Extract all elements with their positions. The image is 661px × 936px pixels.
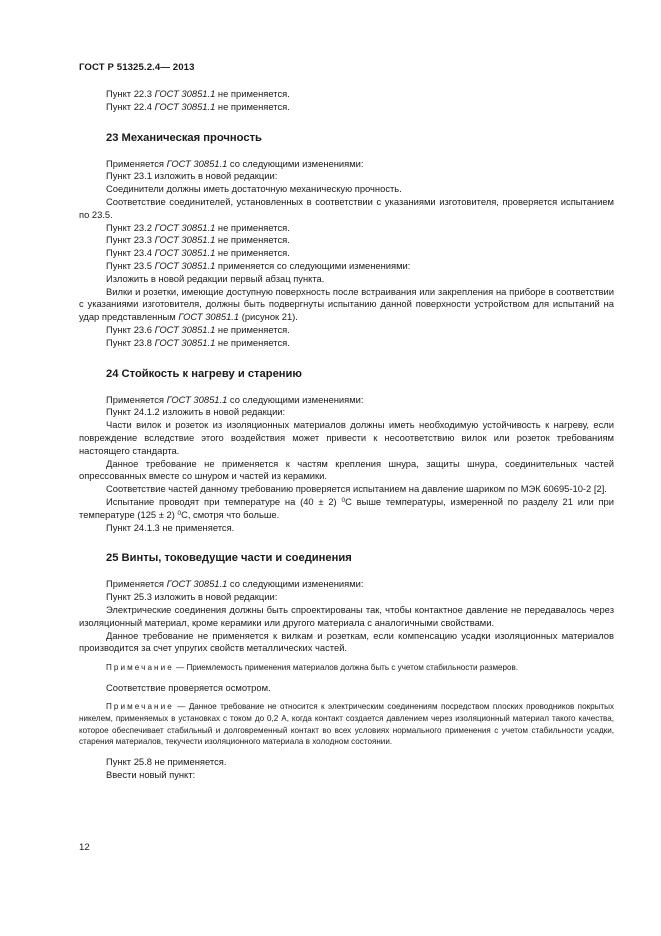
paragraph: Пункт 25.8 не применяется. — [106, 755, 227, 767]
clause-23-8: Пункт 23.8 ГОСТ 30851.1 не применяется. — [106, 336, 290, 348]
section-24-heading: 24 Стойкость к нагреву и старению — [106, 367, 302, 380]
standard-ref: ГОСТ 30851.1 — [154, 234, 216, 246]
standard-ref: ГОСТ 30851.1 — [154, 323, 216, 335]
section-23-heading: 23 Механическая прочность — [106, 131, 262, 144]
paragraph: Соединители должны иметь достаточную механическую прочность. — [106, 183, 402, 195]
standard-ref: ГОСТ 30851.1 — [166, 157, 228, 169]
standard-ref: ГОСТ 30851.1 — [154, 88, 216, 99]
note-2: Примечание — Данное требование не относится к электрическим соединениям посредством плоских проводников покрытых никелем, применяемых в установках с током до 0,2 А, когда контакт создается давлением через изоляционный материал такого качества, которое обеспечивает стабильный и долговременный контакт во всех условиях нормального применения с учетом стабильности усадки, старения материалов, текучести изоляционного материала в холодном состоянии. — [79, 702, 614, 747]
degree-mark: 0 — [341, 496, 346, 504]
paragraph: Изложить в новой редакции первый абзац пункта. — [106, 272, 325, 284]
paragraph: Пункт 23.1 изложить в новой редакции: — [106, 170, 278, 182]
clause-23-4: Пункт 23.4 ГОСТ 30851.1 не применяется. — [106, 247, 290, 259]
clause-22-4: Пункт 22.4 ГОСТ 30851.1 не применяется. — [106, 100, 290, 112]
paragraph: Пункт 24.1.2 изложить в новой редакции: — [106, 406, 286, 418]
paragraph: Соответствие частей данному требованию проверяется испытанием на давление шариком по МЭК 60695-10-2 [2]. — [106, 483, 607, 495]
standard-ref: ГОСТ 30851.1 — [154, 221, 216, 233]
standard-ref: ГОСТ 30851.1 — [154, 336, 216, 348]
page-number: 12 — [79, 842, 90, 853]
paragraph: Пункт 24.1.3 не применяется. — [106, 521, 235, 533]
paragraph: Применяется ГОСТ 30851.1 со следующими изменениями: — [106, 578, 364, 590]
note-1: Примечание — Приемлемость применения материалов должна быть с учетом стабильности размеров. — [106, 663, 519, 673]
paragraph: Данное требование не применяется к вилкам и розеткам, если компенсацию усадки изоляционных материалов производится за счет упругих свойств металлических частей. — [79, 629, 614, 654]
paragraph: Соответствие соединителей, установленных в соответствии с указаниями изготовителя, проверяется испытанием по 23.5. — [79, 195, 614, 220]
standard-ref: ГОСТ 30851.1 — [154, 247, 216, 259]
note-label: Примечание — [106, 702, 174, 712]
document-header: ГОСТ Р 51325.2.4— 2013 — [79, 62, 195, 73]
clause-23-3: Пункт 23.3 ГОСТ 30851.1 не применяется. — [106, 234, 290, 246]
paragraph: Данное требование не применяется к частям крепления шнура, защиты шнура, соединительных частей опрессованных вместе со шнуром и частей из керамики. — [79, 457, 614, 482]
section-25-heading: 25 Винты, токоведущие части и соединения — [106, 552, 352, 565]
paragraph: Испытание проводят при температуре на (40 ± 2) $^0$С выше температуры, измеренной по разделу 21 или при температуре (125 ± 2) $^0$С, смотря что больше. — [79, 495, 614, 520]
standard-ref: ГОСТ 30851.1 — [178, 311, 240, 323]
clause-23-6: Пункт 23.6 ГОСТ 30851.1 не применяется. — [106, 323, 290, 335]
standard-ref: ГОСТ 30851.1 — [154, 259, 216, 271]
clause-23-2: Пункт 23.2 ГОСТ 30851.1 не применяется. — [106, 221, 290, 233]
paragraph: Ввести новый пункт: — [106, 768, 196, 780]
degree-mark: 0 — [177, 509, 182, 517]
page-content — [79, 88, 614, 781]
note-label: Примечание — [106, 663, 174, 673]
standard-ref: ГОСТ 30851.1 — [154, 100, 216, 112]
standard-ref: ГОСТ 30851.1 — [166, 393, 228, 405]
paragraph: Пункт 25.3 изложить в новой редакции: — [106, 591, 278, 603]
clause-23-5: Пункт 23.5 ГОСТ 30851.1 применяется со следующими изменениями: — [106, 259, 411, 271]
paragraph: Электрические соединения должны быть спроектированы так, чтобы контактное давление не передавалось через изоляционный материал, кроме керамики или другого материала с аналогичными свойствами. — [79, 603, 614, 628]
paragraph: Части вилок и розеток из изоляционных материалов должны иметь необходимую устойчивость к нагреву, если повреждение вследствие этого воздействия может привести к несоответствию вилок или розеток требованиям настоящего стандарта. — [79, 419, 614, 456]
paragraph: Применяется ГОСТ 30851.1 со следующими изменениями: — [106, 157, 364, 169]
paragraph: Вилки и розетки, имеющие доступную поверхность после встраивания или закрепления на приборе в соответствии с указаниями изготовителя, должны быть подвергнуты испытанию данной поверхности устройством для испытаний на удар представленным ГОСТ 30851.1 (рисунок 21). — [79, 285, 614, 323]
standard-ref: ГОСТ 30851.1 — [166, 578, 228, 590]
clause-22-3: Пункт 22.3 ГОСТ 30851.1 не применяется. — [106, 88, 290, 99]
paragraph: Соответствие проверяется осмотром. — [106, 681, 271, 693]
paragraph: Применяется ГОСТ 30851.1 со следующими изменениями: — [106, 393, 364, 405]
